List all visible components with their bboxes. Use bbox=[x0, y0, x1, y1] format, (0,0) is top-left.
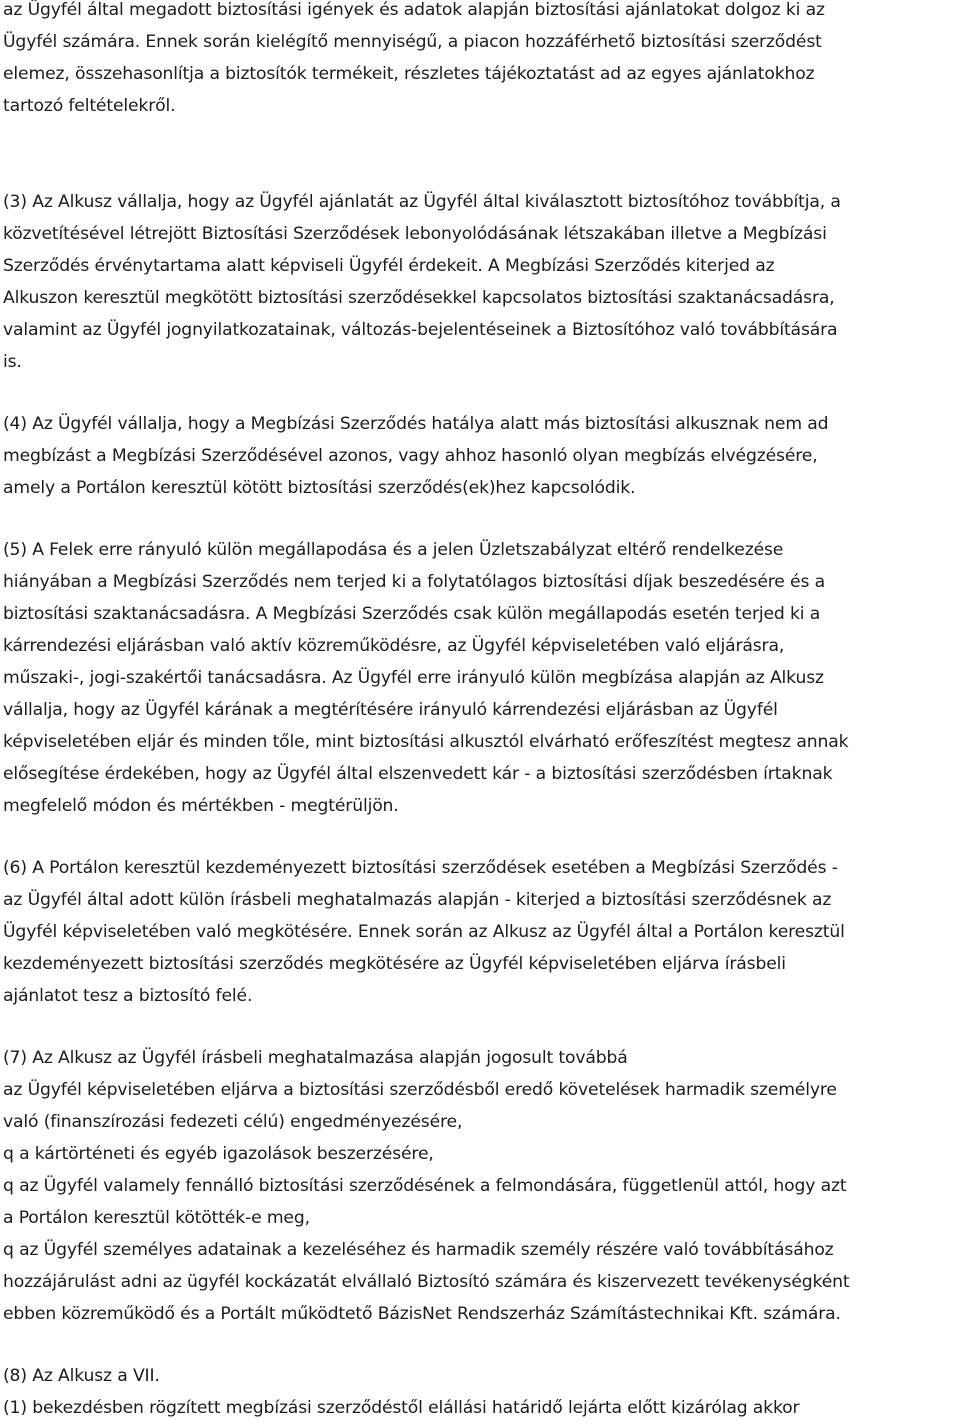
paragraph-8 bbox=[3, 1360, 958, 1424]
text-line: kárrendezési eljárásban való aktív közreműködésre, az Ügyfél képviseletében való eljárásra, bbox=[3, 636, 785, 656]
text-line: az Ügyfél által megadott biztosítási igények és adatok alapján biztosítási ajánlatokat dolgoz ki az bbox=[3, 0, 825, 20]
text-line: az Ügyfél képviseletében eljárva a biztosítási szerződésből eredő követelések harmadik személyre bbox=[3, 1080, 837, 1100]
text-line: hozzájárulást adni az ügyfél kockázatát elvállaló Biztosító számára és kiszervezett tevékenységként bbox=[3, 1272, 850, 1292]
text-line: (3) Az Alkusz vállalja, hogy az Ügyfél ajánlatát az Ügyfél által kiválasztott biztosítóhoz továbbítja, a bbox=[3, 192, 841, 212]
paragraph-spacer bbox=[3, 822, 958, 852]
text-line: tartozó feltételekről. bbox=[3, 96, 176, 116]
text-line: Szerződés érvénytartama alatt képviseli Ügyfél érdekeit. A Megbízási Szerződés kiterjed az bbox=[3, 256, 775, 276]
paragraph-spacer bbox=[3, 378, 958, 408]
text-line: (8) Az Alkusz a VII. bbox=[3, 1366, 160, 1386]
text-line: biztosítási szaktanácsadásra. A Megbízási Szerződés csak külön megállapodás esetén terjed ki a bbox=[3, 604, 821, 624]
text-line: elősegítése érdekében, hogy az Ügyfél által elszenvedett kár - a biztosítási szerződésben írtaknak bbox=[3, 764, 833, 784]
text-line: hiányában a Megbízási Szerződés nem terjed ki a folytatólagos biztosítási díjak beszedésére és a bbox=[3, 572, 825, 592]
text-line: (5) A Felek erre rányuló külön megállapodása és a jelen Üzletszabályzat eltérő rendelkezése bbox=[3, 540, 784, 560]
text-line: elemez, összehasonlítja a biztosítók termékeit, részletes tájékoztatást ad az egyes ajánlatokhoz bbox=[3, 64, 815, 84]
text-line: (6) A Portálon keresztül kezdeményezett biztosítási szerződések esetében a Megbízási Szerződés - bbox=[3, 858, 838, 878]
paragraph-5 bbox=[3, 534, 958, 822]
paragraph-4 bbox=[3, 408, 958, 504]
paragraph-spacer bbox=[3, 122, 958, 186]
text-line: közvetítésével létrejött Biztosítási Szerződések lebonyolódásának létszakában illetve a Megbízási bbox=[3, 224, 827, 244]
text-line: képviseletében eljár és minden tőle, mint biztosítási alkusztól elvárható erőfeszítést megtesz annak bbox=[3, 732, 849, 752]
text-line: műszaki-, jogi-szakértői tanácsadásra. Az Ügyfél erre irányuló külön megbízása alapján az Alkusz bbox=[3, 668, 824, 688]
paragraph-spacer bbox=[3, 504, 958, 534]
text-line: vállalja, hogy az Ügyfél kárának a megtérítésére irányuló kárrendezési eljárásban az Ügyfél bbox=[3, 700, 778, 720]
text-line: q az Ügyfél valamely fennálló biztosítási szerződésének a felmondására, függetlenül attól, hogy azt bbox=[3, 1176, 847, 1196]
text-line: valamint az Ügyfél jognyilatkozatainak, változás-bejelentéseinek a Biztosítóhoz való továbbítására bbox=[3, 320, 838, 340]
text-line: a Portálon keresztül kötötték-e meg, bbox=[3, 1208, 310, 1228]
text-line: amely a Portálon keresztül kötött biztosítási szerződés(ek)hez kapcsolódik. bbox=[3, 478, 636, 498]
text-line: Ügyfél képviseletében való megkötésére. Ennek során az Alkusz az Ügyfél által a Portálon keresztül bbox=[3, 922, 845, 942]
text-line: (4) Az Ügyfél vállalja, hogy a Megbízási Szerződés hatálya alatt más biztosítási alkusznak nem ad bbox=[3, 414, 829, 434]
text-line: való (finanszírozási fedezeti célú) engedményezésére, bbox=[3, 1112, 463, 1132]
text-line: is. bbox=[3, 352, 22, 372]
paragraph-intro bbox=[3, 0, 958, 122]
text-line: (7) Az Alkusz az Ügyfél írásbeli meghatalmazása alapján jogosult továbbá bbox=[3, 1048, 628, 1068]
paragraph-spacer bbox=[3, 1012, 958, 1042]
text-line: megbízást a Megbízási Szerződésével azonos, vagy ahhoz hasonló olyan megbízás elvégzésére, bbox=[3, 446, 818, 466]
paragraph-3 bbox=[3, 186, 958, 378]
paragraph-spacer bbox=[3, 1330, 958, 1360]
paragraph-7 bbox=[3, 1042, 958, 1330]
text-line: q a kártörténeti és egyéb igazolások beszerzésére, bbox=[3, 1144, 434, 1164]
text-line: q az Ügyfél személyes adatainak a kezeléséhez és harmadik személy részére való továbbításához bbox=[3, 1240, 834, 1260]
text-line: ajánlatot tesz a biztosító felé. bbox=[3, 986, 253, 1006]
text-line: (1) bekezdésben rögzített megbízási szerződéstől elállási határidő lejárta előtt kizárólag akkor bbox=[3, 1398, 800, 1418]
text-line: Ügyfél számára. Ennek során kielégítő mennyiségű, a piacon hozzáférhető biztosítási szerződést bbox=[3, 32, 822, 52]
paragraph-6 bbox=[3, 852, 958, 1012]
text-line: kezdeményezett biztosítási szerződés megkötésére az Ügyfél képviseletében eljárva írásbeli bbox=[3, 954, 786, 974]
text-line: ebben közreműködő és a Portált működtető BázisNet Rendszerház Számítástechnikai Kft. számára. bbox=[3, 1304, 841, 1324]
text-line: Alkuszon keresztül megkötött biztosítási szerződésekkel kapcsolatos biztosítási szaktanácsadásra, bbox=[3, 288, 835, 308]
text-line: az Ügyfél által adott külön írásbeli meghatalmazás alapján - kiterjed a biztosítási szerződésnek az bbox=[3, 890, 832, 910]
text-line: megfelelő módon és mértékben - megtérüljön. bbox=[3, 796, 399, 816]
